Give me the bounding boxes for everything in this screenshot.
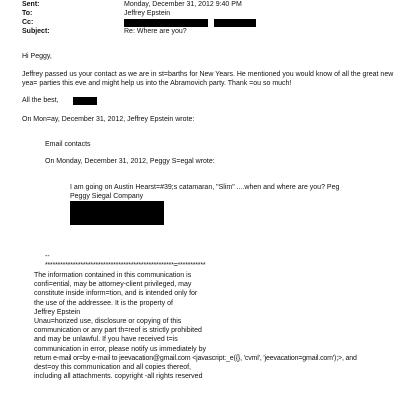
- notice-line: the use of the addressee. It is the property of: [34, 299, 173, 307]
- sent-row: [22, 0, 242, 9]
- quote-intro: On Monday, December 31, 2012, Peggy S=egal wrote:: [45, 158, 215, 165]
- redaction-box: [124, 19, 208, 27]
- notice-line: communication or any part th=reof is strictly prohibited: [34, 327, 202, 335]
- sent-value: Monday, December 31, 2012 9:40 PM: [124, 0, 242, 8]
- notice-line: constitute inside inform=tion, and is intended only for: [34, 290, 198, 298]
- to-label: To:: [22, 9, 33, 17]
- subject-value: Re: Where are you?: [124, 27, 187, 35]
- closing-line: [22, 96, 97, 105]
- cc-row: [22, 18, 256, 27]
- quoted-text: I am going on Austin Hearst=#39;s catamaran, "Slim" ....when and where are you? Peg: [70, 184, 340, 191]
- notice-line: including all attachments. copyright -all rights reserved: [34, 373, 203, 381]
- signature-separator: --: [45, 253, 50, 260]
- redaction-box: [70, 201, 164, 225]
- quoted-text: Peggy Siegal Company: [70, 193, 144, 200]
- subject-row: [22, 27, 187, 36]
- closing-text: All the best,: [22, 97, 59, 104]
- notice-line: dest=oy this communication and all copies thereof,: [34, 363, 192, 371]
- body-paragraph-line: yea= parties this eve and might help us into the Abramovich party. Thank =ou so much!: [22, 80, 292, 87]
- notice-line: The information contained in this communication is: [34, 272, 192, 279]
- redaction-box: [214, 19, 256, 27]
- subject-label: Subject:: [22, 27, 50, 35]
- cc-label: Cc:: [22, 18, 34, 26]
- quoted-text: Email contacts: [45, 141, 91, 148]
- notice-line: confi=ential, may be attorney-client privileged, may: [34, 281, 192, 289]
- notice-line: and may be unlawful. If you have received t=is: [34, 336, 178, 344]
- to-value: Jeffrey Epstein: [124, 9, 171, 17]
- body-paragraph-line: Jeffrey passed us your contact as we are in st=barths for New Years. He mentioned you would know of all the great new: [22, 71, 394, 78]
- notice-line: Jeffrey Epstein: [34, 308, 81, 316]
- greeting: Hi Peggy,: [22, 53, 52, 60]
- sent-label: Sent:: [22, 0, 40, 8]
- redaction-box: [73, 97, 97, 105]
- notice-line: return e-mail or=by e-mail to jeevacation@gmail.com <javascript:_e({}, 'cvml', 'jeevacation=gmail.com');>, and: [34, 354, 357, 362]
- asterisk-divider: ***************************************************=***********: [45, 262, 206, 269]
- confidentiality-notice: [34, 271, 384, 381]
- notice-line: Unau=horized use, disclosure or copying of this: [34, 317, 182, 325]
- cc-value: [124, 19, 256, 27]
- to-row: [22, 9, 170, 18]
- quote-intro: On Mon=ay, December 31, 2012, Jeffrey Epstein wrote:: [22, 116, 195, 123]
- notice-line: communication in error, please notify us immediately by: [34, 345, 206, 353]
